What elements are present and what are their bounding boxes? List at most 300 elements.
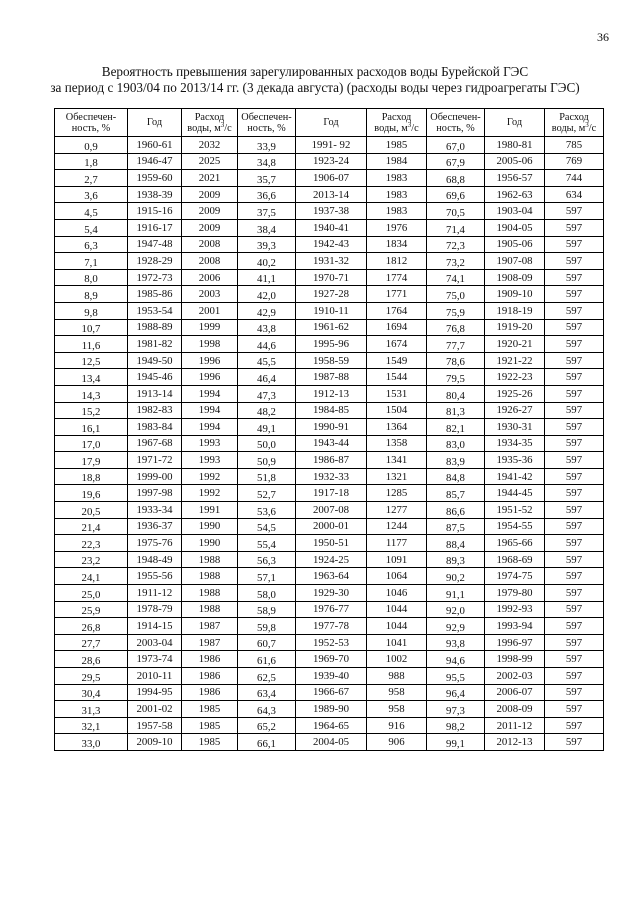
probability-cell: 69,6	[427, 186, 485, 203]
probability-cell: 70,5	[427, 203, 485, 220]
year-cell: 1944-45	[485, 485, 545, 502]
flow-cell: 597	[545, 551, 604, 568]
year-cell: 2003-04	[128, 634, 182, 651]
probability-cell: 6,3	[55, 236, 128, 253]
probability-cell: 58,9	[238, 601, 296, 618]
probability-cell: 88,4	[427, 535, 485, 552]
probability-cell: 50,9	[238, 452, 296, 469]
flow-cell: 1996	[182, 369, 238, 386]
year-cell: 1979-80	[485, 585, 545, 602]
year-cell: 2000-01	[296, 518, 367, 535]
year-cell: 1937-38	[296, 203, 367, 220]
flow-cell: 1044	[367, 618, 427, 635]
year-cell: 1992-93	[485, 601, 545, 618]
flow-cell: 597	[545, 219, 604, 236]
year-cell: 1946-47	[128, 153, 182, 170]
year-cell: 1933-34	[128, 502, 182, 519]
probability-cell: 67,9	[427, 153, 485, 170]
probability-cell: 0,9	[55, 137, 128, 154]
year-cell: 1911-12	[128, 585, 182, 602]
year-cell: 1969-70	[296, 651, 367, 668]
flow-cell: 1774	[367, 269, 427, 286]
year-cell: 1983-84	[128, 419, 182, 436]
table-row	[55, 219, 604, 236]
probability-cell: 13,4	[55, 369, 128, 386]
probability-cell: 89,3	[427, 551, 485, 568]
year-cell: 1939-40	[296, 668, 367, 685]
year-cell: 2006-07	[485, 684, 545, 701]
year-cell: 1921-22	[485, 352, 545, 369]
year-cell: 1953-54	[128, 302, 182, 319]
probability-cell: 65,2	[238, 717, 296, 734]
probability-cell: 25,9	[55, 601, 128, 618]
flow-cell: 1985	[182, 717, 238, 734]
year-cell: 1923-24	[296, 153, 367, 170]
header-flow: Расход воды, $м^3/с$	[545, 109, 604, 137]
year-cell: 1935-36	[485, 452, 545, 469]
header-year: Год	[128, 109, 182, 137]
flow-cell: 1987	[182, 634, 238, 651]
probability-cell: 82,1	[427, 419, 485, 436]
flow-cell: 1990	[182, 518, 238, 535]
table-header-row	[55, 109, 604, 137]
flow-cell: 769	[545, 153, 604, 170]
table-body	[55, 137, 604, 751]
flow-cell: 1988	[182, 568, 238, 585]
document-title	[20, 64, 610, 95]
year-cell: 1966-67	[296, 684, 367, 701]
probability-cell: 54,5	[238, 518, 296, 535]
flow-cell: 1986	[182, 651, 238, 668]
year-cell: 1987-88	[296, 369, 367, 386]
probability-cell: 24,1	[55, 568, 128, 585]
year-cell: 1995-96	[296, 336, 367, 353]
header-year: Год	[485, 109, 545, 137]
table-row	[55, 170, 604, 187]
table-row	[55, 651, 604, 668]
year-cell: 1924-25	[296, 551, 367, 568]
flow-cell: 597	[545, 352, 604, 369]
year-cell: 1962-63	[485, 186, 545, 203]
header-year: Год	[296, 109, 367, 137]
flow-cell: 1285	[367, 485, 427, 502]
year-cell: 2001-02	[128, 701, 182, 718]
flow-cell: 2008	[182, 236, 238, 253]
probability-cell: 28,6	[55, 651, 128, 668]
flow-cell: 958	[367, 684, 427, 701]
probability-cell: 91,1	[427, 585, 485, 602]
probability-cell: 66,1	[238, 734, 296, 751]
year-cell: 1949-50	[128, 352, 182, 369]
year-cell: 1913-14	[128, 385, 182, 402]
probability-cell: 87,5	[427, 518, 485, 535]
flow-cell: 2009	[182, 219, 238, 236]
flow-cell: 1993	[182, 435, 238, 452]
flow-cell: 597	[545, 319, 604, 336]
year-cell: 1917-18	[296, 485, 367, 502]
year-cell: 1976-77	[296, 601, 367, 618]
probability-cell: 8,0	[55, 269, 128, 286]
year-cell: 2012-13	[485, 734, 545, 751]
year-cell: 1974-75	[485, 568, 545, 585]
probability-cell: 45,5	[238, 352, 296, 369]
probability-cell: 56,3	[238, 551, 296, 568]
flow-cell: 1993	[182, 452, 238, 469]
year-cell: 1920-21	[485, 336, 545, 353]
probability-cell: 43,8	[238, 319, 296, 336]
probability-cell: 14,3	[55, 385, 128, 402]
header-probability: Обеспечен- ность, %	[427, 109, 485, 137]
flow-cell: 597	[545, 585, 604, 602]
table-row	[55, 319, 604, 336]
flow-cell: 1985	[182, 734, 238, 751]
probability-cell: 49,1	[238, 419, 296, 436]
flow-cell: 2021	[182, 170, 238, 187]
header-probability: Обеспечен- ность, %	[238, 109, 296, 137]
year-cell: 1929-30	[296, 585, 367, 602]
year-cell: 1960-61	[128, 137, 182, 154]
table-row	[55, 601, 604, 618]
probability-cell: 53,6	[238, 502, 296, 519]
flow-cell: 1041	[367, 634, 427, 651]
year-cell: 1905-06	[485, 236, 545, 253]
probability-cell: 1,8	[55, 153, 128, 170]
year-cell: 1998-99	[485, 651, 545, 668]
probability-cell: 48,2	[238, 402, 296, 419]
year-cell: 1982-83	[128, 402, 182, 419]
probability-cell: 8,9	[55, 286, 128, 303]
probability-cell: 7,1	[55, 253, 128, 270]
flow-cell: 2032	[182, 137, 238, 154]
flow-cell: 1985	[367, 137, 427, 154]
flow-cell: 1976	[367, 219, 427, 236]
flow-cell: 597	[545, 253, 604, 270]
year-cell: 1942-43	[296, 236, 367, 253]
year-cell: 1906-07	[296, 170, 367, 187]
table-row	[55, 236, 604, 253]
flow-cell: 958	[367, 701, 427, 718]
year-cell: 1928-29	[128, 253, 182, 270]
flow-cell: 597	[545, 419, 604, 436]
table-row	[55, 286, 604, 303]
flow-cell: 1987	[182, 618, 238, 635]
probability-cell: 22,3	[55, 535, 128, 552]
table-row	[55, 618, 604, 635]
probability-cell: 36,6	[238, 186, 296, 203]
page-number: 36	[597, 30, 609, 44]
probability-cell: 31,3	[55, 701, 128, 718]
year-cell: 1926-27	[485, 402, 545, 419]
probability-cell: 92,0	[427, 601, 485, 618]
year-cell: 1956-57	[485, 170, 545, 187]
flow-cell: 597	[545, 369, 604, 386]
table-row	[55, 186, 604, 203]
flow-cell: 1988	[182, 601, 238, 618]
year-cell: 1951-52	[485, 502, 545, 519]
probability-cell: 9,8	[55, 302, 128, 319]
year-cell: 1908-09	[485, 269, 545, 286]
year-cell: 1978-79	[128, 601, 182, 618]
probability-cell: 83,0	[427, 435, 485, 452]
flow-cell: 1358	[367, 435, 427, 452]
table-row	[55, 385, 604, 402]
flow-cell: 597	[545, 236, 604, 253]
flow-cell: 597	[545, 618, 604, 635]
year-cell: 1963-64	[296, 568, 367, 585]
year-cell: 1927-28	[296, 286, 367, 303]
flow-cell: 1064	[367, 568, 427, 585]
flow-cell: 597	[545, 568, 604, 585]
probability-cell: 16,1	[55, 419, 128, 436]
probability-cell: 46,4	[238, 369, 296, 386]
year-cell: 1948-49	[128, 551, 182, 568]
table-row	[55, 153, 604, 170]
year-cell: 1941-42	[485, 468, 545, 485]
probability-cell: 80,4	[427, 385, 485, 402]
probability-cell: 96,4	[427, 684, 485, 701]
year-cell: 1904-05	[485, 219, 545, 236]
year-cell: 1907-08	[485, 253, 545, 270]
year-cell: 2013-14	[296, 186, 367, 203]
header-flow: Расход воды, $м^3/с$	[182, 109, 238, 137]
table-row	[55, 352, 604, 369]
probability-cell: 67,0	[427, 137, 485, 154]
year-cell: 1943-44	[296, 435, 367, 452]
probability-cell: 58,0	[238, 585, 296, 602]
flow-cell: 1988	[182, 585, 238, 602]
flow-cell: 597	[545, 518, 604, 535]
year-cell: 1934-35	[485, 435, 545, 452]
table-row	[55, 137, 604, 154]
flow-cell: 744	[545, 170, 604, 187]
probability-cell: 17,0	[55, 435, 128, 452]
probability-cell: 98,2	[427, 717, 485, 734]
flow-cell: 597	[545, 402, 604, 419]
probability-cell: 35,7	[238, 170, 296, 187]
year-cell: 1971-72	[128, 452, 182, 469]
probability-cell: 10,7	[55, 319, 128, 336]
probability-cell: 57,1	[238, 568, 296, 585]
flow-cell: 597	[545, 485, 604, 502]
table-row	[55, 634, 604, 651]
year-cell: 1986-87	[296, 452, 367, 469]
table-row	[55, 585, 604, 602]
flow-cell: 906	[367, 734, 427, 751]
flow-cell: 1504	[367, 402, 427, 419]
flow-cell: 597	[545, 684, 604, 701]
probability-cell: 33,0	[55, 734, 128, 751]
year-cell: 1947-48	[128, 236, 182, 253]
probability-cell: 50,0	[238, 435, 296, 452]
year-cell: 1909-10	[485, 286, 545, 303]
probability-cell: 78,6	[427, 352, 485, 369]
flow-cell: 1985	[182, 701, 238, 718]
year-cell: 1984-85	[296, 402, 367, 419]
probability-cell: 73,2	[427, 253, 485, 270]
probability-cell: 62,5	[238, 668, 296, 685]
probability-table	[54, 108, 604, 751]
flow-cell: 785	[545, 137, 604, 154]
flow-cell: 597	[545, 717, 604, 734]
flow-cell: 597	[545, 535, 604, 552]
probability-cell: 34,8	[238, 153, 296, 170]
probability-cell: 79,5	[427, 369, 485, 386]
year-cell: 1959-60	[128, 170, 182, 187]
year-cell: 2009-10	[128, 734, 182, 751]
probability-cell: 5,4	[55, 219, 128, 236]
table-row	[55, 269, 604, 286]
probability-cell: 40,2	[238, 253, 296, 270]
probability-cell: 21,4	[55, 518, 128, 535]
flow-cell: 1983	[367, 170, 427, 187]
flow-cell: 2025	[182, 153, 238, 170]
probability-cell: 4,5	[55, 203, 128, 220]
year-cell: 1975-76	[128, 535, 182, 552]
probability-cell: 18,8	[55, 468, 128, 485]
flow-cell: 1996	[182, 352, 238, 369]
probability-cell: 11,6	[55, 336, 128, 353]
table-row	[55, 369, 604, 386]
probability-cell: 99,1	[427, 734, 485, 751]
flow-cell: 1986	[182, 668, 238, 685]
year-cell: 1988-89	[128, 319, 182, 336]
table-row	[55, 568, 604, 585]
flow-cell: 597	[545, 502, 604, 519]
table-row	[55, 701, 604, 718]
year-cell: 1967-68	[128, 435, 182, 452]
flow-cell: 1674	[367, 336, 427, 353]
flow-cell: 1044	[367, 601, 427, 618]
table-row	[55, 518, 604, 535]
year-cell: 1972-73	[128, 269, 182, 286]
year-cell: 1997-98	[128, 485, 182, 502]
flow-cell: 1992	[182, 468, 238, 485]
year-cell: 1964-65	[296, 717, 367, 734]
table-row	[55, 485, 604, 502]
table-row	[55, 419, 604, 436]
year-cell: 1990-91	[296, 419, 367, 436]
title-line-1: Вероятность превышения зарегулированных расходов воды Бурейской ГЭС	[101, 64, 529, 79]
probability-cell: 37,5	[238, 203, 296, 220]
probability-cell: 23,2	[55, 551, 128, 568]
probability-cell: 32,1	[55, 717, 128, 734]
year-cell: 1940-41	[296, 219, 367, 236]
probability-cell: 52,7	[238, 485, 296, 502]
flow-cell: 597	[545, 651, 604, 668]
flow-cell: 1994	[182, 385, 238, 402]
flow-cell: 1244	[367, 518, 427, 535]
year-cell: 1912-13	[296, 385, 367, 402]
table-row	[55, 253, 604, 270]
year-cell: 1957-58	[128, 717, 182, 734]
year-cell: 1931-32	[296, 253, 367, 270]
table-row	[55, 668, 604, 685]
probability-cell: 19,6	[55, 485, 128, 502]
table-row	[55, 336, 604, 353]
probability-cell: 81,3	[427, 402, 485, 419]
flow-cell: 1764	[367, 302, 427, 319]
year-cell: 1996-97	[485, 634, 545, 651]
year-cell: 1936-37	[128, 518, 182, 535]
probability-cell: 38,4	[238, 219, 296, 236]
probability-cell: 42,9	[238, 302, 296, 319]
flow-cell: 1986	[182, 684, 238, 701]
probability-cell: 30,4	[55, 684, 128, 701]
probability-cell: 92,9	[427, 618, 485, 635]
header-probability: Обеспечен- ность, %	[55, 109, 128, 137]
flow-cell: 1694	[367, 319, 427, 336]
flow-cell: 1998	[182, 336, 238, 353]
year-cell: 1999-00	[128, 468, 182, 485]
probability-cell: 63,4	[238, 684, 296, 701]
probability-cell: 68,8	[427, 170, 485, 187]
year-cell: 1993-94	[485, 618, 545, 635]
year-cell: 1970-71	[296, 269, 367, 286]
year-cell: 1914-15	[128, 618, 182, 635]
probability-cell: 59,8	[238, 618, 296, 635]
probability-cell: 75,0	[427, 286, 485, 303]
year-cell: 1961-62	[296, 319, 367, 336]
flow-cell: 916	[367, 717, 427, 734]
year-cell: 2005-06	[485, 153, 545, 170]
probability-cell: 3,6	[55, 186, 128, 203]
year-cell: 1968-69	[485, 551, 545, 568]
flow-cell: 2006	[182, 269, 238, 286]
table-row	[55, 302, 604, 319]
year-cell: 1973-74	[128, 651, 182, 668]
year-cell: 1989-90	[296, 701, 367, 718]
probability-cell: 60,7	[238, 634, 296, 651]
probability-cell: 85,7	[427, 485, 485, 502]
flow-cell: 1983	[367, 203, 427, 220]
flow-cell: 597	[545, 269, 604, 286]
year-cell: 1980-81	[485, 137, 545, 154]
year-cell: 1981-82	[128, 336, 182, 353]
probability-cell: 44,6	[238, 336, 296, 353]
flow-cell: 1983	[367, 186, 427, 203]
year-cell: 1925-26	[485, 385, 545, 402]
probability-cell: 74,1	[427, 269, 485, 286]
table-row	[55, 734, 604, 751]
year-cell: 2010-11	[128, 668, 182, 685]
flow-cell: 1994	[182, 402, 238, 419]
year-cell: 2007-08	[296, 502, 367, 519]
probability-cell: 55,4	[238, 535, 296, 552]
flow-cell: 597	[545, 385, 604, 402]
year-cell: 1916-17	[128, 219, 182, 236]
table-row	[55, 551, 604, 568]
flow-cell: 2001	[182, 302, 238, 319]
year-cell: 1918-19	[485, 302, 545, 319]
flow-cell: 1177	[367, 535, 427, 552]
flow-cell: 597	[545, 435, 604, 452]
year-cell: 1910-11	[296, 302, 367, 319]
table-row	[55, 402, 604, 419]
year-cell: 1991- 92	[296, 137, 367, 154]
probability-cell: 72,3	[427, 236, 485, 253]
table-row	[55, 435, 604, 452]
year-cell: 2008-09	[485, 701, 545, 718]
flow-cell: 1549	[367, 352, 427, 369]
probability-cell: 64,3	[238, 701, 296, 718]
title-line-2: за период с 1903/04 по 2013/14 гг. (3 декада августа) (расходы воды через гидроагрегаты ГЭС)	[50, 79, 580, 95]
flow-cell: 597	[545, 302, 604, 319]
flow-cell: 988	[367, 668, 427, 685]
year-cell: 1932-33	[296, 468, 367, 485]
probability-cell: 2,7	[55, 170, 128, 187]
flow-cell: 597	[545, 452, 604, 469]
flow-cell: 597	[545, 468, 604, 485]
